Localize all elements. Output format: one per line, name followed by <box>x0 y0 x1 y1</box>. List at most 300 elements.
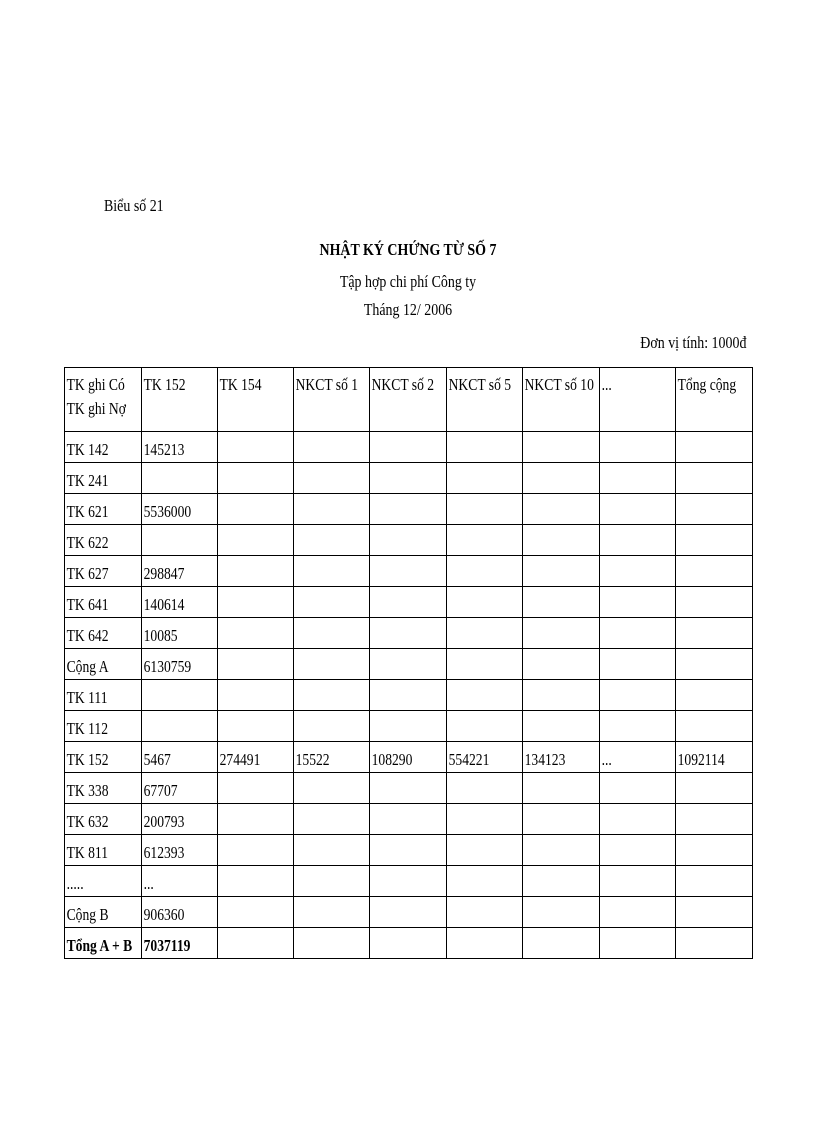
cell-value <box>600 835 660 843</box>
table-cell <box>600 680 676 711</box>
table-cell <box>523 928 600 959</box>
table-cell <box>447 742 523 773</box>
column-header: NKCT số 10 <box>524 375 594 394</box>
table-cell <box>523 649 600 680</box>
cell-value <box>523 866 584 874</box>
row-label-cell <box>65 742 142 773</box>
cell-value <box>142 680 202 688</box>
table-cell <box>294 618 370 649</box>
cell-value <box>294 556 354 564</box>
table-cell <box>523 618 600 649</box>
column-header-cell <box>294 368 370 432</box>
table-cell <box>370 525 447 556</box>
cell-value <box>523 494 584 502</box>
table-cell <box>294 773 370 804</box>
table-cell <box>447 618 523 649</box>
table-cell <box>294 835 370 866</box>
table-cell <box>523 680 600 711</box>
table-cell <box>447 680 523 711</box>
row-label-cell <box>65 804 142 835</box>
cell-value <box>676 494 737 502</box>
table-cell <box>370 711 447 742</box>
cell-value <box>370 928 431 936</box>
cell-value <box>294 494 354 502</box>
table-cell <box>523 432 600 463</box>
cell-value: 1092114 <box>677 750 725 769</box>
cell-value: 554221 <box>448 750 490 769</box>
cell-value <box>218 897 278 905</box>
column-header-cell <box>447 368 523 432</box>
table-cell <box>142 897 218 928</box>
table-cell <box>294 680 370 711</box>
table-cell <box>142 773 218 804</box>
cell-value <box>447 773 507 781</box>
cell-value: ... <box>601 750 612 769</box>
table-cell <box>523 804 600 835</box>
cell-value <box>294 618 354 626</box>
table-cell <box>370 804 447 835</box>
document-title: NHẬT KÝ CHỨNG TỪ SỐ 7 <box>319 240 497 259</box>
cell-value <box>676 711 737 719</box>
row-label: TK 632 <box>66 812 109 831</box>
table-cell <box>523 463 600 494</box>
table-cell <box>600 556 676 587</box>
cell-value <box>294 835 354 843</box>
document-subtitle: Tập hợp chi phí Công ty <box>339 272 477 291</box>
column-header-cell <box>370 368 447 432</box>
table-header-row <box>65 368 753 432</box>
table-row <box>65 432 753 463</box>
cell-value <box>523 897 584 905</box>
cell-value <box>676 556 737 564</box>
table-cell <box>142 618 218 649</box>
cell-value <box>447 556 507 564</box>
table-cell <box>142 866 218 897</box>
cell-value <box>370 773 431 781</box>
column-header-cell <box>523 368 600 432</box>
table-cell <box>676 711 753 742</box>
table-cell <box>218 897 294 928</box>
cell-value <box>600 897 660 905</box>
row-label: TK 152 <box>66 750 109 769</box>
table-cell <box>218 432 294 463</box>
cell-value <box>523 711 584 719</box>
cell-value <box>600 587 660 595</box>
table-cell <box>294 587 370 618</box>
cell-value <box>218 525 278 533</box>
cell-value <box>294 804 354 812</box>
table-cell <box>447 866 523 897</box>
table-cell <box>218 649 294 680</box>
cell-value <box>600 866 660 874</box>
table-cell <box>142 835 218 866</box>
table-cell <box>142 525 218 556</box>
table-cell <box>370 773 447 804</box>
cell-value <box>294 587 354 595</box>
table-cell <box>142 587 218 618</box>
cell-value <box>447 897 507 905</box>
table-cell <box>676 928 753 959</box>
cell-value <box>600 928 660 936</box>
cell-value <box>142 711 202 719</box>
cell-value <box>294 525 354 533</box>
cell-value <box>676 649 737 657</box>
cell-value <box>676 897 737 905</box>
row-label-cell <box>65 773 142 804</box>
table-cell <box>600 928 676 959</box>
table-row <box>65 587 753 618</box>
column-header-cell <box>600 368 676 432</box>
table-cell <box>142 742 218 773</box>
table-cell <box>523 835 600 866</box>
table-cell <box>370 463 447 494</box>
cell-value <box>294 649 354 657</box>
table-cell <box>447 463 523 494</box>
cell-value <box>676 866 737 874</box>
cell-value <box>447 649 507 657</box>
table-cell <box>447 432 523 463</box>
cell-value: 298847 <box>143 564 185 583</box>
table-cell <box>600 897 676 928</box>
cell-value <box>294 928 354 936</box>
table-cell <box>447 587 523 618</box>
table-cell <box>600 804 676 835</box>
table-row <box>65 773 753 804</box>
table-cell <box>523 773 600 804</box>
cell-value <box>294 680 354 688</box>
cell-value <box>370 618 431 626</box>
cell-value <box>600 432 660 440</box>
cell-value <box>600 804 660 812</box>
table-cell <box>523 494 600 525</box>
cell-value <box>370 897 431 905</box>
cell-value <box>447 928 507 936</box>
row-label-cell <box>65 649 142 680</box>
table-cell <box>218 618 294 649</box>
cell-value <box>523 649 584 657</box>
cell-value <box>523 525 584 533</box>
table-row <box>65 897 753 928</box>
table-cell <box>676 835 753 866</box>
table-cell <box>370 835 447 866</box>
table-cell <box>294 866 370 897</box>
cell-value <box>600 649 660 657</box>
table-cell <box>142 711 218 742</box>
cell-value <box>447 432 507 440</box>
table-cell <box>142 432 218 463</box>
table-cell <box>218 711 294 742</box>
table-cell <box>370 742 447 773</box>
cell-value <box>447 680 507 688</box>
table-cell <box>447 556 523 587</box>
table-row <box>65 835 753 866</box>
cell-value: 5536000 <box>143 502 192 521</box>
table-cell <box>218 556 294 587</box>
table-cell <box>600 711 676 742</box>
table-cell <box>600 835 676 866</box>
cell-value <box>218 494 278 502</box>
cell-value <box>218 587 278 595</box>
cell-value <box>370 649 431 657</box>
cell-value: 140614 <box>143 595 185 614</box>
table-cell <box>600 866 676 897</box>
table-cell <box>370 494 447 525</box>
column-header-cell <box>142 368 218 432</box>
cell-value: 274491 <box>219 750 261 769</box>
cell-value <box>676 463 737 471</box>
cell-value <box>600 494 660 502</box>
cell-value <box>523 463 584 471</box>
cell-value <box>447 711 507 719</box>
row-label: TK 641 <box>66 595 109 614</box>
cell-value <box>676 432 737 440</box>
cell-value <box>218 773 278 781</box>
table-cell <box>447 649 523 680</box>
cell-value <box>447 494 507 502</box>
table-cell <box>218 773 294 804</box>
cell-value <box>676 680 737 688</box>
table-cell <box>447 773 523 804</box>
row-label: TK 111 <box>66 688 108 707</box>
table-cell <box>600 618 676 649</box>
cell-value <box>600 618 660 626</box>
table-cell <box>370 618 447 649</box>
row-label: TK 338 <box>66 781 109 800</box>
cell-value <box>218 432 278 440</box>
row-label-cell <box>65 587 142 618</box>
cell-value <box>676 773 737 781</box>
cell-value <box>218 649 278 657</box>
cell-value: 134123 <box>524 750 566 769</box>
column-header: TK 152 <box>143 375 186 394</box>
cell-value <box>370 525 431 533</box>
table-cell <box>600 525 676 556</box>
table-cell <box>294 432 370 463</box>
cell-value <box>294 711 354 719</box>
table-cell <box>294 742 370 773</box>
cell-value <box>447 463 507 471</box>
table-cell <box>447 711 523 742</box>
table-row <box>65 463 753 494</box>
table-cell <box>370 587 447 618</box>
table-cell <box>370 649 447 680</box>
cell-value <box>294 866 354 874</box>
table-cell <box>523 742 600 773</box>
column-header: NKCT số 1 <box>295 375 359 394</box>
table-cell <box>676 525 753 556</box>
cell-value <box>447 525 507 533</box>
cell-value <box>218 711 278 719</box>
row-label: Tổng A + B <box>66 936 133 955</box>
table-cell <box>142 680 218 711</box>
row-label-cell <box>65 711 142 742</box>
form-number: Biểu số 21 <box>104 196 164 215</box>
corner-header-bottom: TK ghi Nợ <box>66 399 126 418</box>
row-label: TK 241 <box>66 471 109 490</box>
table-cell <box>218 587 294 618</box>
cell-value <box>447 804 507 812</box>
table-cell <box>600 463 676 494</box>
table-cell <box>294 525 370 556</box>
table-cell <box>370 432 447 463</box>
table-cell <box>523 587 600 618</box>
table-cell <box>676 742 753 773</box>
table-cell <box>447 835 523 866</box>
cell-value <box>600 773 660 781</box>
cell-value <box>218 463 278 471</box>
row-label: Cộng B <box>66 905 109 924</box>
table-cell <box>523 866 600 897</box>
cell-value: 200793 <box>143 812 185 831</box>
table-cell <box>523 525 600 556</box>
table-cell <box>294 494 370 525</box>
journal-table-body <box>65 368 753 959</box>
cell-value <box>447 835 507 843</box>
table-cell <box>294 804 370 835</box>
cell-value <box>600 463 660 471</box>
table-cell <box>523 711 600 742</box>
table-cell <box>447 804 523 835</box>
cell-value: 5467 <box>143 750 171 769</box>
cell-value <box>218 866 278 874</box>
corner-header-cell <box>65 368 142 432</box>
cell-value <box>370 804 431 812</box>
table-cell <box>218 866 294 897</box>
row-label-cell <box>65 463 142 494</box>
column-header: TK 154 <box>219 375 262 394</box>
table-cell <box>218 928 294 959</box>
cell-value <box>370 463 431 471</box>
cell-value <box>370 680 431 688</box>
row-label-cell <box>65 525 142 556</box>
table-cell <box>676 804 753 835</box>
row-label-cell <box>65 618 142 649</box>
table-cell <box>600 432 676 463</box>
cell-value <box>676 587 737 595</box>
table-cell <box>370 928 447 959</box>
table-cell <box>676 649 753 680</box>
table-row <box>65 866 753 897</box>
cell-value <box>523 587 584 595</box>
table-cell <box>676 587 753 618</box>
cell-value <box>523 618 584 626</box>
column-header: NKCT số 5 <box>448 375 512 394</box>
cell-value <box>600 525 660 533</box>
cell-value: 67707 <box>143 781 178 800</box>
cell-value: 906360 <box>143 905 185 924</box>
row-label: TK 811 <box>66 843 109 862</box>
row-label-cell <box>65 556 142 587</box>
cell-value <box>218 618 278 626</box>
table-row <box>65 649 753 680</box>
cell-value <box>523 556 584 564</box>
table-cell <box>600 649 676 680</box>
cell-value <box>218 835 278 843</box>
table-cell <box>294 711 370 742</box>
table-cell <box>294 897 370 928</box>
table-cell <box>294 463 370 494</box>
table-row <box>65 618 753 649</box>
cell-value <box>218 556 278 564</box>
table-cell <box>218 494 294 525</box>
row-label: ..... <box>66 874 84 893</box>
table-cell <box>142 928 218 959</box>
table-cell <box>142 463 218 494</box>
column-header: NKCT số 2 <box>371 375 435 394</box>
row-label-cell <box>65 680 142 711</box>
row-label-cell <box>65 897 142 928</box>
cell-value <box>676 525 737 533</box>
table-row <box>65 804 753 835</box>
row-label: TK 627 <box>66 564 109 583</box>
corner-header-top: TK ghi Có <box>66 375 125 394</box>
cell-value: 10085 <box>143 626 178 645</box>
table-cell <box>370 556 447 587</box>
document-period: Tháng 12/ 2006 <box>363 300 453 319</box>
cell-value <box>370 556 431 564</box>
table-cell <box>294 649 370 680</box>
cell-value <box>600 556 660 564</box>
table-cell <box>676 680 753 711</box>
column-header-cell <box>676 368 753 432</box>
cell-value: 15522 <box>295 750 330 769</box>
table-cell <box>218 742 294 773</box>
cell-value <box>370 835 431 843</box>
table-cell <box>370 897 447 928</box>
table-cell <box>676 618 753 649</box>
table-cell <box>600 742 676 773</box>
journal-table <box>64 367 753 959</box>
column-header: Tổng cộng <box>677 375 737 394</box>
table-cell <box>600 773 676 804</box>
cell-value <box>600 711 660 719</box>
cell-value: ... <box>143 874 154 893</box>
table-cell <box>447 897 523 928</box>
unit-note: Đơn vị tính: 1000đ <box>639 333 746 352</box>
table-row <box>65 680 753 711</box>
cell-value: 108290 <box>371 750 413 769</box>
cell-value <box>218 928 278 936</box>
row-label-cell <box>65 494 142 525</box>
cell-value: 612393 <box>143 843 185 862</box>
cell-value <box>370 494 431 502</box>
cell-value <box>676 804 737 812</box>
table-cell <box>142 494 218 525</box>
cell-value <box>523 773 584 781</box>
cell-value <box>523 680 584 688</box>
table-cell <box>676 773 753 804</box>
cell-value <box>370 432 431 440</box>
table-cell <box>218 525 294 556</box>
table-cell <box>676 866 753 897</box>
table-cell <box>370 680 447 711</box>
cell-value <box>447 866 507 874</box>
table-cell <box>676 556 753 587</box>
table-cell <box>600 494 676 525</box>
cell-value <box>447 618 507 626</box>
cell-value <box>523 835 584 843</box>
cell-value <box>523 804 584 812</box>
cell-value <box>370 587 431 595</box>
cell-value: 145213 <box>143 440 185 459</box>
table-cell <box>294 928 370 959</box>
cell-value <box>676 835 737 843</box>
row-label: TK 621 <box>66 502 109 521</box>
table-cell <box>370 866 447 897</box>
cell-value <box>370 711 431 719</box>
cell-value <box>294 773 354 781</box>
table-cell <box>676 897 753 928</box>
